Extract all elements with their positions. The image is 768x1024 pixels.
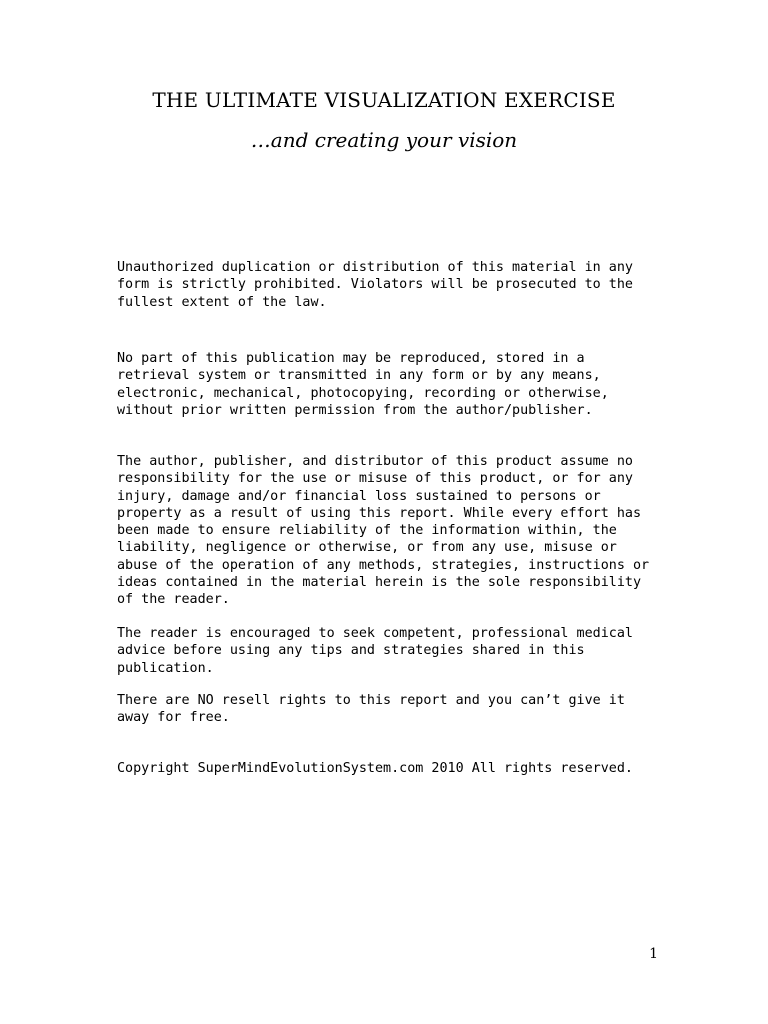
disclaimer-paragraph-resell: There are NO resell rights to this report and you can’t give it away for free. <box>117 693 625 726</box>
disclaimer-paragraph-reproduction: No part of this publication may be reproduced, stored in a retrieval system or transmitted in any form or by any means, electronic, mechanical, photocopying, recording or otherwise, without prior written permission from the author/publisher. <box>117 351 609 418</box>
page-number: 1 <box>649 946 658 962</box>
disclaimer-paragraph-duplication: Unauthorized duplication or distribution of this material in any form is strictly prohibited. Violators will be prosecuted to the fullest extent of the law. <box>117 260 633 310</box>
disclaimer-paragraph-medical: The reader is encouraged to seek competent, professional medical advice before using any tips and strategies shared in this publication. <box>117 626 633 676</box>
disclaimer-paragraph-liability: The author, publisher, and distributor of this product assume no responsibility for the use or misuse of this product, or for any injury, damage and/or financial loss sustained to persons or property as a result of using this report. While every effort has been made to ensure reliability of the information within, the liability, negligence or otherwise, or from any use, misuse or abuse of the operation of any methods, strategies, instructions or ideas contained in the material herein is the sole responsibility of the reader. <box>117 454 650 608</box>
copyright-notice: Copyright SuperMindEvolutionSystem.com 2010 All rights reserved. <box>117 761 633 776</box>
document-subtitle: …and creating your vision <box>250 128 518 152</box>
document-title: THE ULTIMATE VISUALIZATION EXERCISE <box>152 88 616 112</box>
